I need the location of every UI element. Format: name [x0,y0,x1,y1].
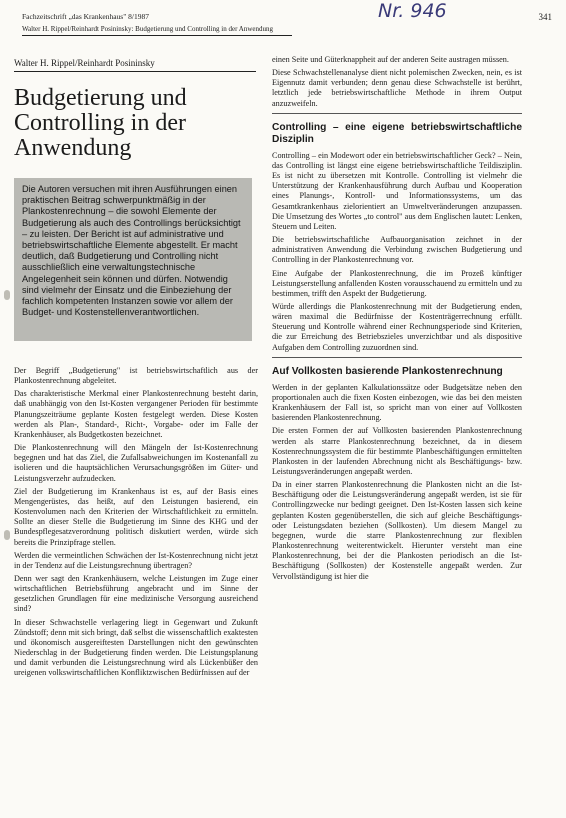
paragraph: Die Plankostenrechnung will den Mängeln der Ist-Kostenrechnung begegnen und hat das Ziel, die Zufallsabweichungen im Kostenanfall zu isolieren und die hauptsächlichen Verursachungsgrößen im Güter- und Leistungsverzehr aufzudecken. [14,443,258,483]
section-heading-controlling: Controlling – eine eigene betriebswirtschaftliche Disziplin [272,121,522,145]
paragraph: In dieser Schwachstelle verlagering liegt in Gegenwart und Zukunft Zündstoff; denn mit sich bringt, daß selbst die wissenschaftlich exaktesten und ökonomisch ausgereiftesten Darstellungen nicht den gewünschten Niederschlag in der Budgetierung finden werden. Die Leistungsplanung und damit verbunden die Leistungsrechnung wird als Lückenbüßer den ureigenen volkswirtschaftlichen Konfliktzwischen Bedürfnissen auf der [14,617,258,678]
journal-header: Fachzeitschrift „das Krankenhaus" 8/1987 [22,12,149,21]
section-divider [272,113,522,114]
left-text-column [14,366,258,682]
paragraph: Die betriebswirtschaftliche Aufbauorganisation zeichnet in der administrativen Anwendung die Verbindung zwischen Budgetierung und Controlling in der Plankostenrechnung vor. [272,235,522,265]
right-text-column [272,55,522,585]
running-subheader: Walter H. Rippel/Reinhardt Posininsky: Budgetierung und Controlling in der Anwendung [22,25,292,36]
punch-hole-mark [4,530,10,540]
paragraph: Die ersten Formen der auf Vollkosten basierenden Plankostenrechnung werden als starre Plankostenrechnung bezeichnet, da in diesem Kostenrechnungssystem die für bestimmte Planbeschäftigungen ermittelten Plankosten in der laufenden Abrechnung nicht als Beschäftigungs- bzw. Leistungsveränderungen angepaßt werden. [272,426,522,476]
paragraph: Denn wer sagt den Krankenhäusern, welche Leistungen im Zuge einer wirtschaftlichen Betriebsführung angebracht und im Sinne der gesetzlichen Grundlagen für eine medizinische Versorgung ausreichend sind? [14,573,258,614]
paragraph: Werden die vermeintlichen Schwächen der Ist-Kostenrechnung nicht jetzt in der Tendenz auf die Leistungsrechnung übertragen? [14,550,258,570]
article-title: Budgetierung und Controlling in der Anwendung [14,85,187,161]
article-abstract: Die Autoren versuchen mit ihren Ausführungen einen praktischen Beitrag schwerpunktmäßig in der Plankostenrechnung – die sowohl Elemente der Budgetierung als auch des Controllings berücksichtigt – zu leisten. Der Bericht ist auf administrative und betriebswirtschaftliche Elemente abgestellt. Er macht deutlich, daß Budgetierung und Controlling nicht ausschließlich eine verwaltungstechnische Angelegenheit sein können und dürfen. Notwendig sind vielmehr der Einsatz und die Einbeziehung der fachlich kompetenten Instanzen sowie vor allem der Budget- und Kostenstellenverantwortlichen. [14,178,252,341]
section-heading-vollkosten: Auf Vollkosten basierende Plankostenrechnung [272,365,503,377]
article-authors: Walter H. Rippel/Reinhardt Posininsky [14,58,256,72]
paragraph: Eine Aufgabe der Plankostenrechnung, die im Prozeß künftiger Leistungserstellung anfallenden Kosten vorausschauend zu ermitteln und zu bestimmen, trifft den Aspekt der Budgetierung. [272,268,522,298]
section-divider [272,357,522,358]
paragraph: Diese Schwachstellenanalyse dient nicht polemischen Zwecken, nein, es ist Eigennutz damit verbunden; denn genau diese Schwachstelle ist berührt, letztlich jede betriebswirtschaftliche Methode in ihrem Output anzuzweifeln. [272,68,522,108]
paragraph: Da in einer starren Plankostenrechnung die Plankosten nicht an die Ist-Beschäftigung oder die Leistungsveränderung angepaßt werden, ist sie für Controllingzwecke nur bedingt geeignet. Den Ist-Kosten lassen sich keine geplanten Kosten gegenüberstellen, die sich auf gleiche Beschäftigungs- oder Leistungsdaten beziehen (Sollkosten). Um diesem Mangel zu begegnen, wurde die starre Plankostenrechnung zur flexiblen Plankostenrechnung weiterentwickelt. Hierunter versteht man eine Plankostenrechnung, bei der die Plankosten periodisch an die Ist-Beschäftigung (Sollkosten) der Kostenstelle angepaßt werden. Zur Vervollständigung ist hier die [272,480,522,581]
paragraph: Das charakteristische Merkmal einer Plankostenrechnung besteht darin, daß unabhängig von den Ist-Kosten vergangener Perioden für bestimmte Planungszeiträume geplante Kosten festgelegt werden. Diese Kosten werden als Plan-, Standard-, Richt-, Vorgabe- oder im Falle der Krankenhäuser, als Budgetkosten bezeichnet. [14,389,258,439]
paragraph: Der Begriff „Budgetierung" ist betriebswirtschaftlich aus der Plankostenrechnung abgeleitet. [14,366,258,386]
page-number: 341 [538,12,552,22]
paragraph: Controlling – ein Modewort oder ein betriebswirtschaftlicher Geck? – Nein, das Controlling ist längst eine eigene betriebswirtschaftliche Teildisziplin. Es ist nicht zu übersetzen mit Kontrolle. Controlling ist vielmehr die Unterstützung der Krankenhausführung durch Aufbau und Kooperation eines Planungs-, Kontroll- und Informationssystems, um das Gesamtkrankenhaus zielorientiert an Umweltveränderungen anzupassen. Die Umsetzung des Wortes „to control" aus dem Englischen lautet: Lenken, Steuern und Leiten. [272,150,522,231]
paragraph: Würde allerdings die Plankostenrechnung mit der Budgetierung enden, wären maximal die Bedürfnisse der Kostenträgerrechnung erfüllt. Steuerung und Kontrolle während einer Rechnungsperiode sind Kriterien, die zur Erreichung des Betriebszieles unverzichtbar und als dispositive Aufgaben dem Controlling zuzuordnen sind. [272,301,522,352]
paragraph: Ziel der Budgetierung im Krankenhaus ist es, auf der Basis eines Mengengerüstes, das heißt, auf den Leistungen basierend, ein Kostenvolumen nach den Kriterien der Wirtschaftlichkeit zu ermitteln. Sollte an dieser Stelle die Budgetierung im Sinne des KHG und der Bundespflegesatzverordnung politisch diskutiert werden, würde sich bereits die Prinzipfrage stellen. [14,486,258,547]
paragraph: einen Seite und Güterknappheit auf der anderen Seite austragen müssen. [272,55,509,64]
paragraph: Werden in der geplanten Kalkulationssätze oder Budgetsätze neben den proportionalen auch die fixen Kosten einbezogen, wie das bei den meisten Krankenhäusern der Fall ist, so spricht man von einer auf Vollkosten basierenden Plankostenrechnung. [272,382,522,423]
punch-hole-mark [4,290,10,300]
handwritten-note: Nr. 946 [378,0,447,22]
